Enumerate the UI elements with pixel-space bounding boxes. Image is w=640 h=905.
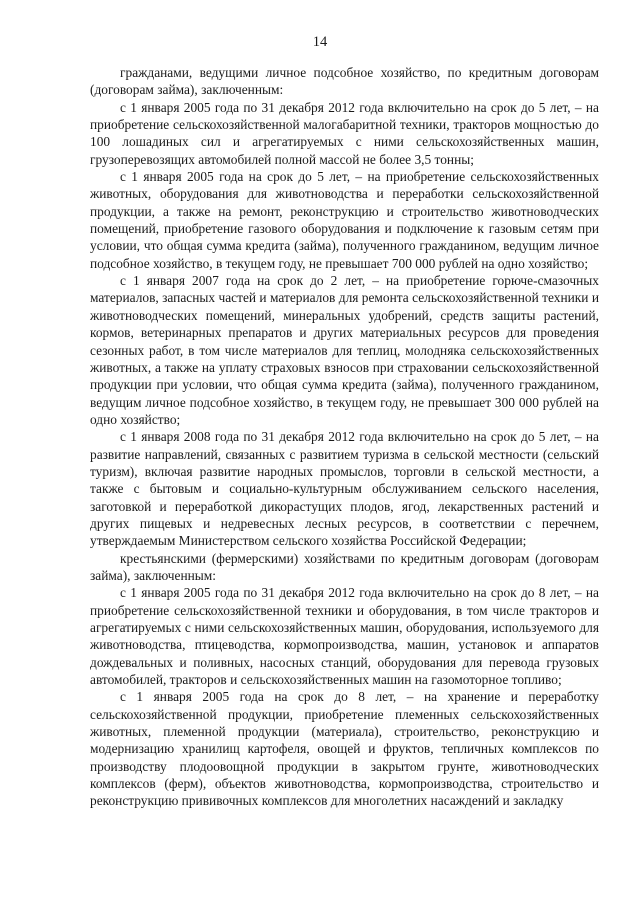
paragraph-citizens-intro: гражданами, ведущими личное подсобное хозяйство, по кредитным договорам (договорам займа), заключенным:	[90, 65, 599, 98]
page-number: 14	[312, 34, 328, 50]
paragraph-livestock-loans: с 1 января 2005 года на срок до 5 лет, – на приобретение сельскохозяйственных животных, оборудования для животноводства и переработки сельскохозяйственной продукции, а также на ремонт, реконструкцию и строительство животноводческих помещений, приобретение газового оборудования и подключение к газовым сетям при условии, что общая сумма кредита (займа), полученного гражданином, ведущим личное подсобное хозяйство, в текущем году, не превышает 700 000 рублей на одно хозяйство;	[90, 169, 599, 271]
paragraph-farms-intro: крестьянскими (фермерскими) хозяйствами по кредитным договорам (договорам займа), заключенным:	[90, 550, 599, 583]
paragraph-farm-equipment-loans: с 1 января 2005 года по 31 декабря 2012 года включительно на срок до 8 лет, – на приобретение сельскохозяйственной техники и оборудования, в том числе тракторов и агрегатируемых с ними сельскохозяйственных машин, оборудования, используемого для животноводства, птицеводства, кормопроизводства, машин, установок и аппаратов дождевальных и поливных, насосных станций, оборудования для перевода грузовых автомобилей, тракторов и сельскохозяйственных машин на газомоторное топливо;	[90, 585, 599, 688]
paragraph-storage-processing-loans: с 1 января 2005 года на срок до 8 лет, – на хранение и переработку сельскохозяйственной продукции, приобретение племенных сельскохозяйственных животных, племенной продукции (материала), строительство, реконструкцию и модернизацию хранилищ картофеля, овощей и фруктов, тепличных комплексов по производству плодоовощной продукции в закрытом грунте, животноводческих комплексов (ферм), объектов животноводства, кормопроизводства, строительство и реконструкцию прививочных комплексов для многолетних насаждений и закладку	[90, 689, 599, 809]
paragraph-machinery-loans: с 1 января 2005 года по 31 декабря 2012 года включительно на срок до 5 лет, – на приобретение сельскохозяйственной малогабаритной техники, тракторов мощностью до 100 лошадиных сил и агрегатируемых с ними сельскохозяйственных машин, грузоперевозящих автомобилей полной массой не более 3,5 тонны;	[90, 99, 599, 167]
body-text	[90, 64, 599, 810]
paragraph-rural-tourism-loans: с 1 января 2008 года по 31 декабря 2012 года включительно на срок до 5 лет, – на развитие направлений, связанных с развитием туризма в сельской местности (сельский туризм), включая развитие народных промыслов, торговли в сельской местности, а также с бытовым и социально-культурным обслуживанием сельского населения, заготовкой и переработкой дикорастущих плодов, ягод, лекарственных растений и других пищевых и недревесных лесных ресурсов, в соответствии с перечнем, утверждаемым Министерством сельского хозяйства Российской Федерации;	[90, 429, 599, 549]
paragraph-seasonal-loans: с 1 января 2007 года на срок до 2 лет, – на приобретение горюче-смазочных материалов, запасных частей и материалов для ремонта сельскохозяйственной техники и животноводческих помещений, минеральных удобрений, средств защиты растений, кормов, ветеринарных препаратов и других материальных ресурсов для проведения сезонных работ, в том числе материалов для теплиц, молодняка сельскохозяйственных животных, а также на уплату страховых взносов при страховании сельскохозяйственной продукции при условии, что общая сумма кредита (займа), полученного гражданином, ведущим личное подсобное хозяйство, в текущем году, не превышает 300 000 рублей на одно хозяйство;	[90, 273, 599, 427]
